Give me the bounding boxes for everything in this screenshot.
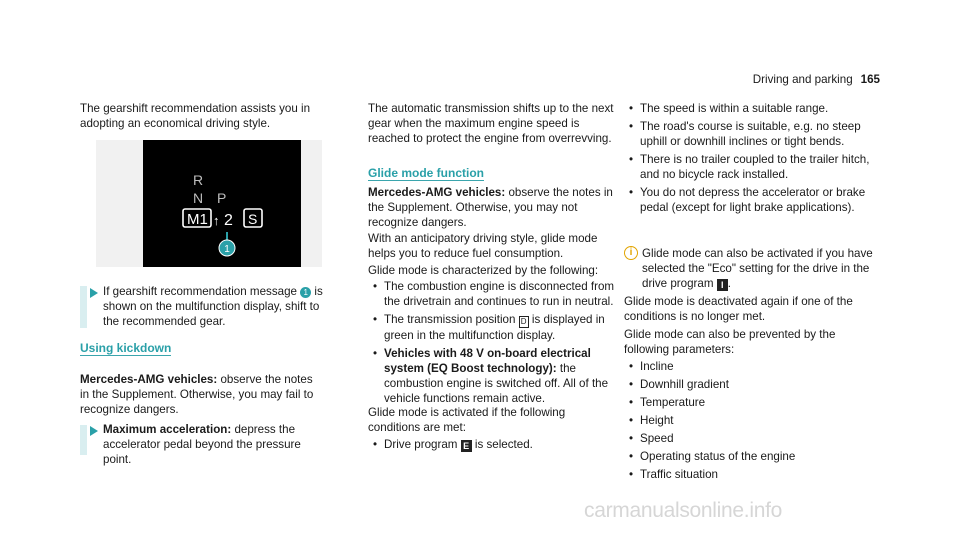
drive-program-i-icon: I: [717, 279, 728, 291]
anticipatory-paragraph: With an anticipatory driving style, glide mode helps you to reduce fuel consumption.: [368, 232, 598, 260]
step-gearshift: If gearshift recommendation message 1 is shown on the multifunction display, shift to the recommended gear.: [103, 285, 323, 328]
gear-r-label: R: [193, 172, 204, 188]
glide-mode-heading: Glide mode function: [368, 166, 484, 180]
list-item: • Height: [624, 413, 880, 428]
transmission-d-icon: D: [519, 316, 529, 328]
list-item: • Incline: [624, 359, 880, 374]
list-item: • There is no trailer coupled to the trailer hitch, and no bicycle rack installed.: [624, 152, 880, 182]
kickdown-heading: Using kickdown: [80, 341, 172, 355]
multifunction-display-illustration: [143, 140, 301, 267]
list-item: • The road's course is suitable, e.g. no steep uphill or downhill inclines or tight bends.: [624, 119, 880, 149]
page-header: [753, 72, 880, 87]
gear-n-label: N: [193, 190, 204, 206]
list-item: • You do not depress the accelerator or brake pedal (except for light brake applications).: [624, 185, 880, 215]
gear-m1-label: M1: [187, 211, 208, 228]
step-arrow-icon: [90, 288, 98, 298]
prevented-paragraph: Glide mode can also be prevented by the following parameters:: [624, 328, 836, 356]
display-graphic: [143, 140, 301, 267]
callout-number: 1: [224, 244, 230, 255]
list-item: • Drive program E is selected.: [368, 437, 618, 452]
conditions-list: [624, 101, 880, 215]
list-item: • Traffic situation: [624, 467, 880, 482]
sport-mode-label: S: [248, 211, 258, 227]
amg-note-kickdown: Mercedes-AMG vehicles: observe the notes in the Supplement. Otherwise, you may fail to recognize dangers.: [80, 373, 314, 416]
list-item: • Operating status of the engine: [624, 449, 880, 464]
activation-list: [368, 437, 618, 452]
parameters-list: [624, 359, 880, 485]
info-hint-icon: i: [624, 246, 638, 260]
page-number: 165: [860, 73, 880, 86]
step-max-acceleration: Maximum acceleration: depress the accelerator pedal beyond the pressure point.: [103, 423, 301, 466]
recommended-gear-label: 2: [224, 212, 233, 229]
characterized-paragraph: Glide mode is characterized by the following:: [368, 264, 599, 277]
deactivated-paragraph: Glide mode is deactivated again if one of the conditions is no longer met.: [624, 295, 853, 323]
callout-ref-icon: 1: [300, 287, 311, 298]
amg-note-glide: Mercedes-AMG vehicles: observe the notes in the Supplement. Otherwise, you may not recognize dangers.: [368, 186, 613, 229]
list-item: • The speed is within a suitable range.: [624, 101, 880, 116]
gear-p-label: P: [217, 190, 227, 206]
list-item: • The transmission position D is displayed in green in the multifunction display.: [368, 312, 618, 343]
watermark-logo: carmanualsonline.info: [584, 499, 782, 522]
glide-characteristics-list: [368, 279, 618, 406]
list-item: • Speed: [624, 431, 880, 446]
shift-up-arrow-icon: ↑: [213, 213, 220, 228]
auto-shift-paragraph: The automatic transmission shifts up to the next gear when the maximum engine speed is reached to protect the engine from overrevving.: [368, 102, 614, 145]
drive-program-e-icon: E: [461, 440, 472, 452]
list-item: • The combustion engine is disconnected from the drivetrain and continues to run in neutral.: [368, 279, 618, 309]
step-bar-2: [80, 425, 87, 455]
step-arrow-icon-2: [90, 426, 98, 436]
list-item: • Temperature: [624, 395, 880, 410]
step-bar: [80, 286, 87, 328]
activated-paragraph: Glide mode is activated if the following conditions are met:: [368, 406, 566, 434]
list-item: • Vehicles with 48 V on-board electrical system (EQ Boost technology): the combustion engine is switched off. All of the vehicle functions remain active.: [368, 346, 618, 406]
intro-paragraph: The gearshift recommendation assists you in adopting an economical driving style.: [80, 102, 311, 130]
section-title: Driving and parking: [752, 73, 853, 86]
list-item: • Downhill gradient: [624, 377, 880, 392]
hint-paragraph: Glide mode can also be activated if you have selected the "Eco" setting for the drive in the drive program I .: [642, 247, 873, 290]
